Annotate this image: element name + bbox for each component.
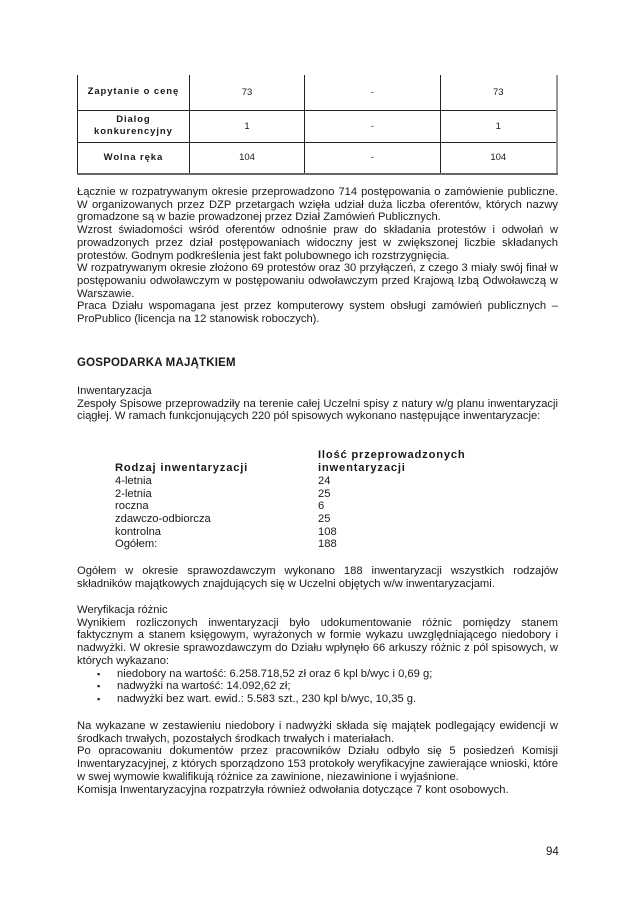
table-row <box>115 500 466 513</box>
cell: 73 <box>440 75 557 110</box>
cell: 104 <box>189 142 304 174</box>
header-count-line: inwentaryzacji <box>318 461 406 474</box>
inventory-count: 25 <box>318 487 331 500</box>
paragraph: Po opracowaniu dokumentów przez pracowników Działu odbyło się 5 posiedzeń Komisji Inwentaryzacyjnej, z których sporządzono 153 protokoły weryfikacyjne zawierające wnioski, które w swej wymowie kwalifikują różnice za zawinione, niezawinione i wyjaśnione. <box>77 745 558 783</box>
table-header-row <box>115 449 466 475</box>
paragraph: Praca Działu wspomagana jest przez komputerowy system obsługi zamówień publicznych – ProPublico (licencja na 12 stanowisk roboczych). <box>77 300 558 326</box>
header-count <box>318 449 466 475</box>
cell: - <box>305 75 440 110</box>
inventory-type: kontrolna <box>115 525 162 538</box>
row-label-line: konkurencyjny <box>94 126 173 137</box>
subheading: Weryfikacja różnic <box>77 604 168 616</box>
paragraph: W rozpatrywanym okresie złożono 69 protestów oraz 30 przyłączeń, z czego 3 miały swój finał w postępowaniu odwoławczym w postępowaniu odwoławczym przed Krajową Izbą Odwoławczą w Warszawie. <box>77 262 558 300</box>
inventory-type: zdawczo-odbiorcza <box>115 512 211 525</box>
table-row <box>115 526 466 539</box>
inventory-count: 25 <box>318 512 331 525</box>
cell: 73 <box>189 75 304 110</box>
inventory-type: 4-letnia <box>115 475 152 488</box>
list-item: ▪ niedobory na wartość: 6.258.718,52 zł oraz 6 kpl b/wyc i 0,69 g; <box>97 668 558 681</box>
inventory-type: roczna <box>115 500 149 513</box>
row-label: Wolna ręka <box>78 142 190 174</box>
inventory-table <box>115 449 466 551</box>
paragraph: Na wykazane w zestawieniu niedobory i nadwyżki składa się majątek podlegający ewidencji w środkach trwałych, pozostałych środkach trwałych i materiałach. <box>77 720 558 745</box>
paragraph: Komisja Inwentaryzacyjna rozpatrzyła również odwołania dotyczące 7 kont osobowych. <box>77 783 509 796</box>
table-row <box>115 513 466 526</box>
inventory-count: 188 <box>318 538 337 551</box>
subheading: Inwentaryzacja <box>77 385 152 397</box>
inventory-type: 2-letnia <box>115 487 152 500</box>
inventory-count: 24 <box>318 475 331 488</box>
table-row <box>78 110 558 142</box>
verification-text <box>77 720 558 796</box>
header-count-line: Ilość przeprowadzonych <box>318 449 466 461</box>
inventory-summary <box>77 565 558 590</box>
procurement-mode-table <box>77 75 558 175</box>
paragraph: Łącznie w rozpatrywanym okresie przeprowadzono 714 postępowania o zamówienie publiczne. W organizowanych przez DZP przetargach wzięła udział duża liczba oferentów, których nazwy gromadzone są w bazie prowadzonej przez Dział Zamówień Publicznych. <box>77 186 558 224</box>
row-label-line: Dialog <box>116 114 151 125</box>
verification-section <box>77 604 558 706</box>
header-type: Rodzaj inwentaryzacji <box>115 461 249 474</box>
paragraph: Ogółem w okresie sprawozdawczym wykonano 188 inwentaryzacji wszystkich rodzajów składników majątkowych znajdujących się w Uczelni objętych w/w inwentaryzacjami. <box>77 565 558 590</box>
paragraph: Wzrost świadomości wśród oferentów odnośnie praw do składania protestów i odwołań w prowadzonych przez dział postępowaniach widoczny jest w zwiększonej liczbie składanych protestów. Godnym podkreślenia jest fakt polubownego ich rozstrzygnięcia. <box>77 224 558 262</box>
paragraph: Zespoły Spisowe przeprowadziły na terenie całej Uczelni spisy z natury w/g planu inwentaryzacji ciągłej. W ramach funkcjonujących 220 pól spisowych wykonano następujące inwentaryzacje: <box>77 397 558 423</box>
inventory-count: 108 <box>318 525 337 538</box>
section-heading: GOSPODARKA MAJĄTKIEM <box>77 357 236 369</box>
list-item: ▪ nadwyżki bez wart. ewid.: 5.583 szt., 230 kpl b/wyc, 10,35 g. <box>97 693 558 706</box>
table-row <box>115 488 466 501</box>
cell: - <box>305 142 440 174</box>
table-row <box>78 142 558 174</box>
procurement-text <box>77 186 558 326</box>
cell: 1 <box>189 110 304 142</box>
table-row <box>78 75 558 110</box>
row-label <box>78 110 190 142</box>
cell: 1 <box>440 110 557 142</box>
inventory-count: 6 <box>318 500 325 513</box>
cell: 104 <box>440 142 557 174</box>
table-row <box>115 538 466 551</box>
inventory-intro <box>77 385 558 423</box>
table-row <box>115 475 466 488</box>
inventory-type: Ogółem: <box>115 538 158 551</box>
list-item: ▪ nadwyżki na wartość: 14.092,62 zł; <box>97 680 558 693</box>
page-number: 94 <box>546 846 559 858</box>
paragraph: Wynikiem rozliczonych inwentaryzacji było udokumentowanie różnic pomiędzy stanem faktycznym a stanem księgowym, wyrażonych w formie wykazu uwzględniającego niedobory i nadwyżki. W okresie sprawozdawczym do Działu wpłynęło 66 arkuszy różnic z pól spisowych, w których wykazano: <box>77 616 558 667</box>
row-label: Zapytanie o cenę <box>78 75 190 110</box>
cell: - <box>305 110 440 142</box>
verification-list <box>77 668 558 706</box>
